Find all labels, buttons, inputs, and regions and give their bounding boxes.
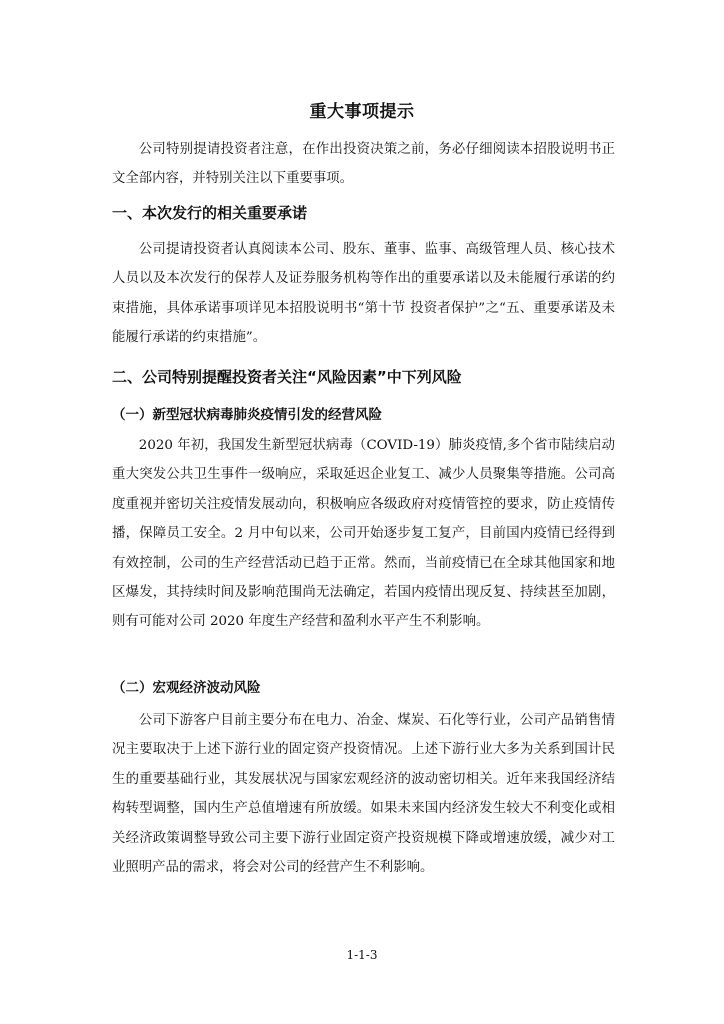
subsection-1-heading: （一）新型冠状病毒肺炎疫情引发的经营风险 <box>112 407 382 423</box>
subsection-2-paragraph: 公司下游客户目前主要分布在电力、冶金、煤炭、石化等行业，公司产品销售情况主要取决于上述下游行业的固定资产投资情况。上述下游行业大多为关系到国计民生的重要基础行业，其发展状况与国家宏观经济的波动密切相关。近年来我国经济结构转型调整，国内生产总值增速有所放缓。如果未来国内经济发生较大不利变化或相关经济政策调整导致公司主要下游行业固定资产投资规模下降或增速放缓，减少对工业照明产品的需求，将会对公司的经营产生不利影响。 <box>112 713 615 876</box>
section-1-paragraph: 公司提请投资者认真阅读本公司、股东、董事、监事、高级管理人员、核心技术人员以及本次发行的保荐人及证券服务机构等作出的重要承诺以及未能履行承诺的约束措施，具体承诺事项详见本招股说明书“第十节 投资者保护”之“五、重要承诺及未能履行承诺的约束措施”。 <box>112 242 615 346</box>
page-number: 1-1-3 <box>346 948 378 962</box>
page-title: 重大事项提示 <box>309 102 415 122</box>
subsection-1-paragraph: 2020 年初，我国发生新型冠状病毒（COVID-19）肺炎疫情,多个省市陆续启动重大突发公共卫生事件一级响应，采取延迟企业复工、减少人员聚集等措施。公司高度重视并密切关注疫情发展动向，积极响应各级政府对疫情管控的要求，防止疫情传播，保障员工安全。2 月中旬以来，公司开始逐步复工复产，目前国内疫情已经得到有效控制，公司的生产经营活动已趋于正常。然而，当前疫情已在全球其他国家和地区爆发，其持续时间及影响范围尚无法确定，若国内疫情出现反复、持续甚至加剧，则有可能对公司 2020 年度生产经营和盈利水平产生不利影响。 <box>112 438 615 630</box>
section-1-heading: 一、本次发行的相关重要承诺 <box>112 204 308 222</box>
intro-paragraph: 公司特别提请投资者注意，在作出投资决策之前，务必仔细阅读本招股说明书正文全部内容，并特别关注以下重要事项。 <box>112 142 615 187</box>
subsection-2-heading: （二）宏观经济波动风险 <box>112 680 261 696</box>
section-2-heading: 二、公司特别提醒投资者关注“风险因素”中下列风险 <box>112 368 462 386</box>
